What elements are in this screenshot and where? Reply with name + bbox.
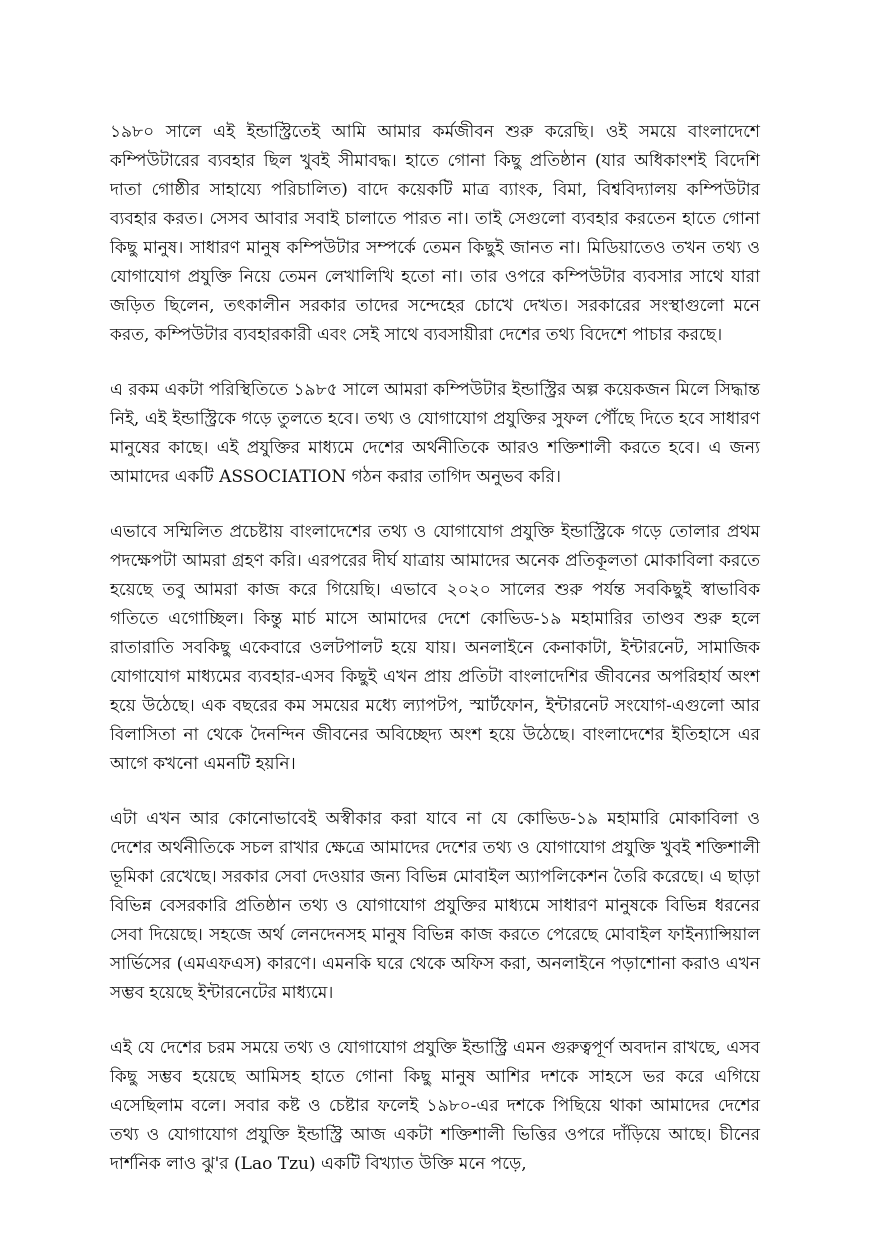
- paragraph-4: এটা এখন আর কোনোভাবেই অস্বীকার করা যাবে না যে কোভিড-১৯ মহামারি মোকাবিলা ও দেশের অর্থনীতিকে সচল রাখার ক্ষেত্রে আমাদের দেশের তথ্য ও যোগাযোগ প্রযুক্তি খুবই শক্তিশালী ভূমিকা রেখেছে। সরকার সেবা দেওয়ার জন্য বিভিন্ন মোবাইল অ্যাপলিকেশন তৈরি করেছে। এ ছাড়া বিভিন্ন বেসরকারি প্রতিষ্ঠান তথ্য ও যোগাযোগ প্রযুক্তির মাধ্যমে সাধারণ মানুষকে বিভিন্ন ধরনের সেবা দিয়েছে। সহজে অর্থ লেনদেনসহ মানুষ বিভিন্ন কাজ করতে পেরেছে মোবাইল ফাইন্যান্সিয়াল সার্ভিসের (এমএফএস) কারণে। এমনকি ঘরে থেকে অফিস করা, অনলাইনে পড়াশোনা করাও এখন সম্ভব হয়েছে ইন্টারনেটের মাধ্যমে।: [110, 809, 760, 1003]
- document-page: [110, 118, 760, 1205]
- paragraph-5: এই যে দেশের চরম সময়ে তথ্য ও যোগাযোগ প্রযুক্তি ইন্ডাস্ট্রি এমন গুরুত্বপূর্ণ অবদান রাখছে, এসব কিছু সম্ভব হয়েছে আমিসহ হাতে গোনা কিছু মানুষ আশির দশকে সাহসে ভর করে এগিয়ে এসেছিলাম বলে। সবার কষ্ট ও চেষ্টার ফলেই ১৯৮০-এর দশকে পিছিয়ে থাকা আমাদের দেশের তথ্য ও যোগাযোগ প্রযুক্তি ইন্ডাস্ট্রি আজ একটা শক্তিশালী ভিত্তির ওপরে দাঁড়িয়ে আছে। চীনের দার্শনিক লাও ঝু'র (Lao Tzu) একটি বিখ্যাত উক্তি মনে পড়ে,: [110, 1038, 760, 1174]
- paragraph-3: এভাবে সম্মিলিত প্রচেষ্টায় বাংলাদেশের তথ্য ও যোগাযোগ প্রযুক্তি ইন্ডাস্ট্রিকে গড়ে তোলার প্রথম পদক্ষেপটা আমরা গ্রহণ করি। এরপরের দীর্ঘ যাত্রায় আমাদের অনেক প্রতিকূলতা মোকাবিলা করতে হয়েছে তবু আমরা কাজ করে গিয়েছি। এভাবে ২০২০ সালের শুরু পর্যন্ত সবকিছুই স্বাভাবিক গতিতে এগোচ্ছিল। কিন্তু মার্চ মাসে আমাদের দেশে কোভিড-১৯ মহামারির তাণ্ডব শুরু হলে রাতারাতি সবকিছু একেবারে ওলটপালট হয়ে যায়। অনলাইনে কেনাকাটা, ইন্টারনেট, সামাজিক যোগাযোগ মাধ্যমের ব্যবহার-এসব কিছুই এখন প্রায় প্রতিটা বাংলাদেশির জীবনের অপরিহার্য অংশ হয়ে উঠেছে। এক বছরের কম সময়ের মধ্যে ল্যাপটপ, স্মার্টফোন, ইন্টারনেট সংযোগ-এগুলো আর বিলাসিতা না থেকে দৈনন্দিন জীবনের অবিচ্ছেদ্য অংশ হয়ে উঠেছে। বাংলাদেশের ইতিহাসে এর আগে কখনো এমনটি হয়নি।: [110, 522, 760, 774]
- paragraph-1: ১৯৮০ সালে এই ইন্ডাস্ট্রিতেই আমি আমার কর্মজীবন শুরু করেছি। ওই সময়ে বাংলাদেশে কম্পিউটারের ব্যবহার ছিল খুবই সীমাবদ্ধ। হাতে গোনা কিছু প্রতিষ্ঠান (যার অধিকাংশই বিদেশি দাতা গোষ্ঠীর সাহায্যে পরিচালিত) বাদে কয়েকটি মাত্র ব্যাংক, বিমা, বিশ্ববিদ্যালয় কম্পিউটার ব্যবহার করত। সেসব আবার সবাই চালাতে পারত না। তাই সেগুলো ব্যবহার করতেন হাতে গোনা কিছু মানুষ। সাধারণ মানুষ কম্পিউটার সম্পর্কে তেমন কিছুই জানত না। মিডিয়াতেও তখন তথ্য ও যোগাযোগ প্রযুক্তি নিয়ে তেমন লেখালিখি হতো না। তার ওপরে কম্পিউটার ব্যবসার সাথে যারা জড়িত ছিলেন, তৎকালীন সরকার তাদের সন্দেহের চোখে দেখত। সরকারের সংস্থাগুলো মনে করত, কম্পিউটার ব্যবহারকারী এবং সেই সাথে ব্যবসায়ীরা দেশের তথ্য বিদেশে পাচার করছে।: [110, 122, 760, 345]
- paragraph-2: এ রকম একটা পরিস্থিতিতে ১৯৮৫ সালে আমরা কম্পিউটার ইন্ডাস্ট্রির অল্প কয়েকজন মিলে সিদ্ধান্ত নিই, এই ইন্ডাস্ট্রিকে গড়ে তুলতে হবে। তথ্য ও যোগাযোগ প্রযুক্তির সুফল পৌঁছে দিতে হবে সাধারণ মানুষের কাছে। এই প্রযুক্তির মাধ্যমে দেশের অর্থনীতিকে আরও শক্তিশালী করতে হবে। এ জন্য আমাদের একটি ASSOCIATION গঠন করার তাগিদ অনুভব করি।: [110, 380, 760, 487]
